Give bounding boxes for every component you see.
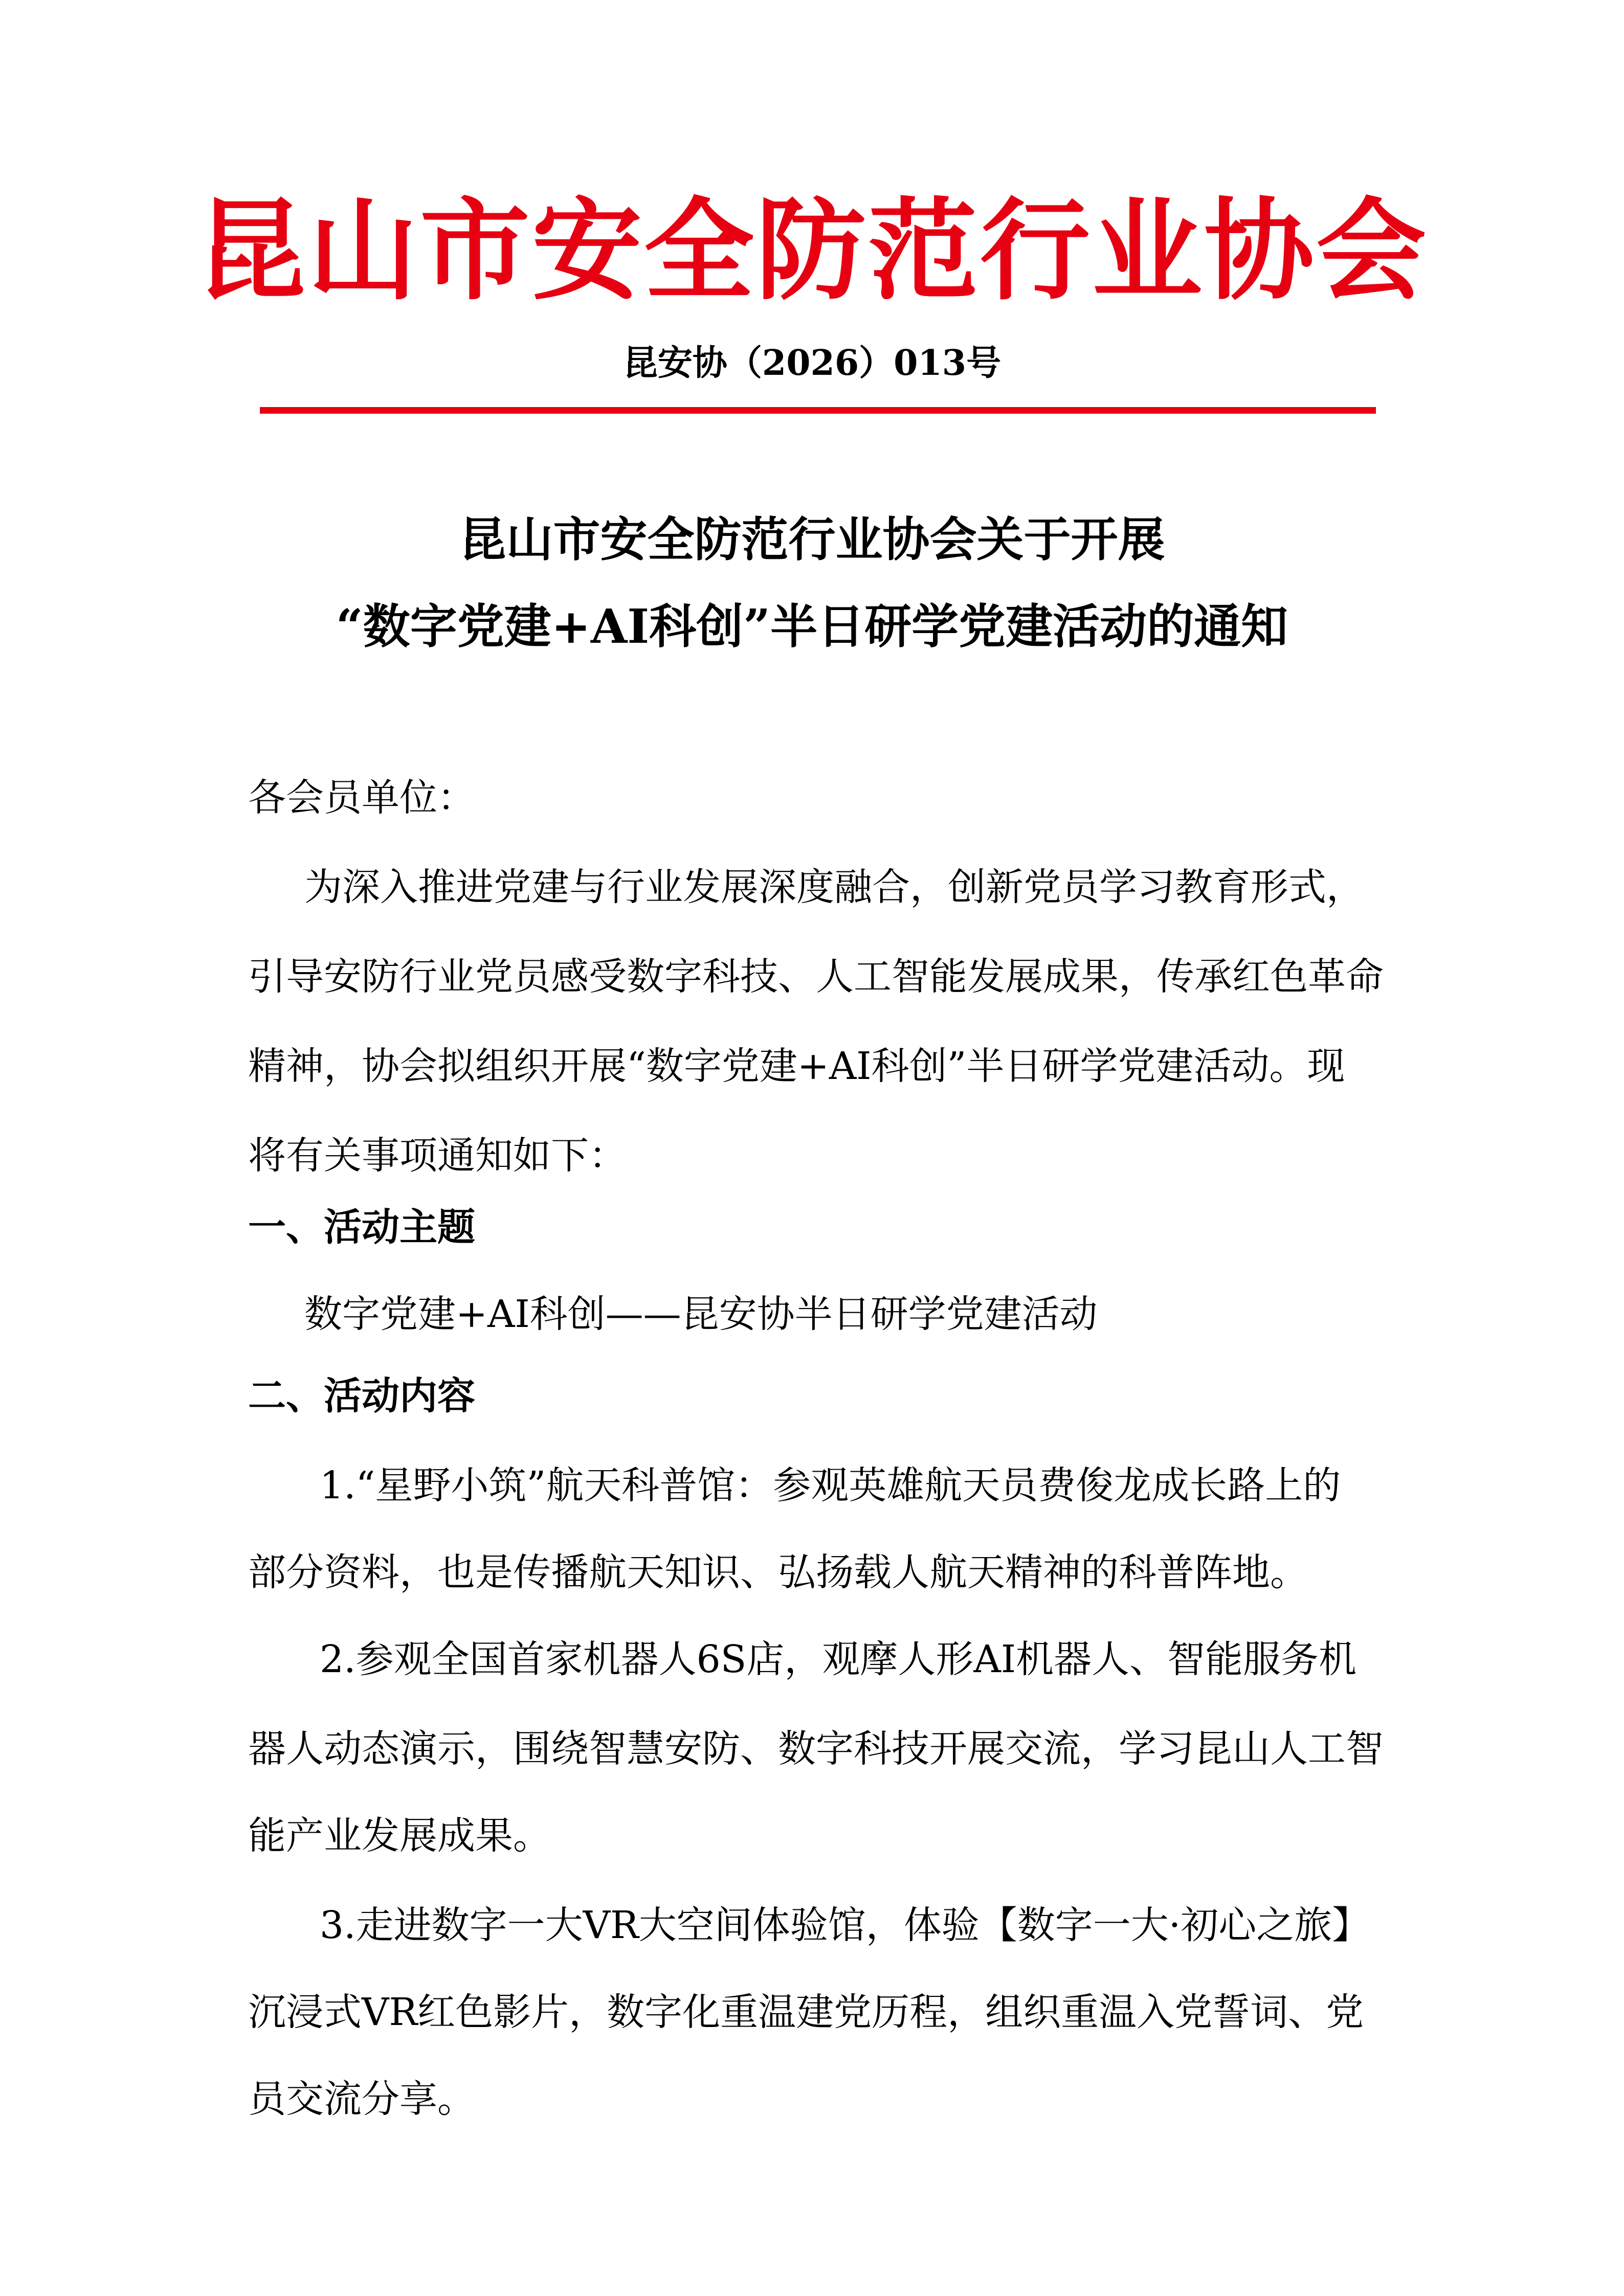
item-3-line-3: 员交流分享。	[248, 2077, 475, 2121]
section-2-heading: 二、活动内容	[248, 1374, 475, 1418]
document-number: 昆安协（2026）013号	[622, 343, 1002, 384]
item-1-line-1: 1.“星野小筑”航天科普馆：参观英雄航天员费俊龙成长路上的	[320, 1464, 1341, 1507]
section-1-heading: 一、活动主题	[248, 1205, 475, 1249]
section-1-content: 数字党建+AI科创——昆安协半日研学党建活动	[304, 1292, 1098, 1336]
notice-title-line-1: 昆山市安全防范行业协会关于开展	[459, 512, 1165, 567]
letterhead-red-rule	[260, 407, 1376, 414]
intro-line-2: 引导安防行业党员感受数字科技、人工智能发展成果，传承红色革命	[248, 955, 1384, 999]
item-2-line-1: 2.参观全国首家机器人6S店，观摩人形AI机器人、智能服务机	[320, 1637, 1357, 1681]
item-3-line-2: 沉浸式VR红色影片，数字化重温建党历程，组织重温入党誓词、党	[248, 1990, 1364, 2034]
item-2-line-3: 能产业发展成果。	[248, 1814, 551, 1858]
intro-line-1: 为深入推进党建与行业发展深度融合，创新党员学习教育形式，	[304, 865, 1364, 909]
intro-line-4: 将有关事项通知如下：	[248, 1134, 627, 1178]
salutation: 各会员单位：	[248, 776, 475, 820]
item-1-line-2: 部分资料，也是传播航天知识、弘扬载人航天精神的科普阵地。	[248, 1550, 1308, 1594]
item-3-line-1: 3.走进数字一大VR大空间体验馆，体验【数字一大·初心之旅】	[320, 1903, 1370, 1947]
notice-title-line-2: “数字党建+AI科创”半日研学党建活动的通知	[336, 599, 1288, 654]
letterhead-org-name: 昆山市安全防范行业协会	[196, 186, 1428, 315]
item-2-line-2: 器人动态演示，围绕智慧安防、数字科技开展交流，学习昆山人工智	[248, 1727, 1384, 1771]
intro-line-3: 精神，协会拟组织开展“数字党建+AI科创”半日研学党建活动。现	[248, 1044, 1345, 1088]
